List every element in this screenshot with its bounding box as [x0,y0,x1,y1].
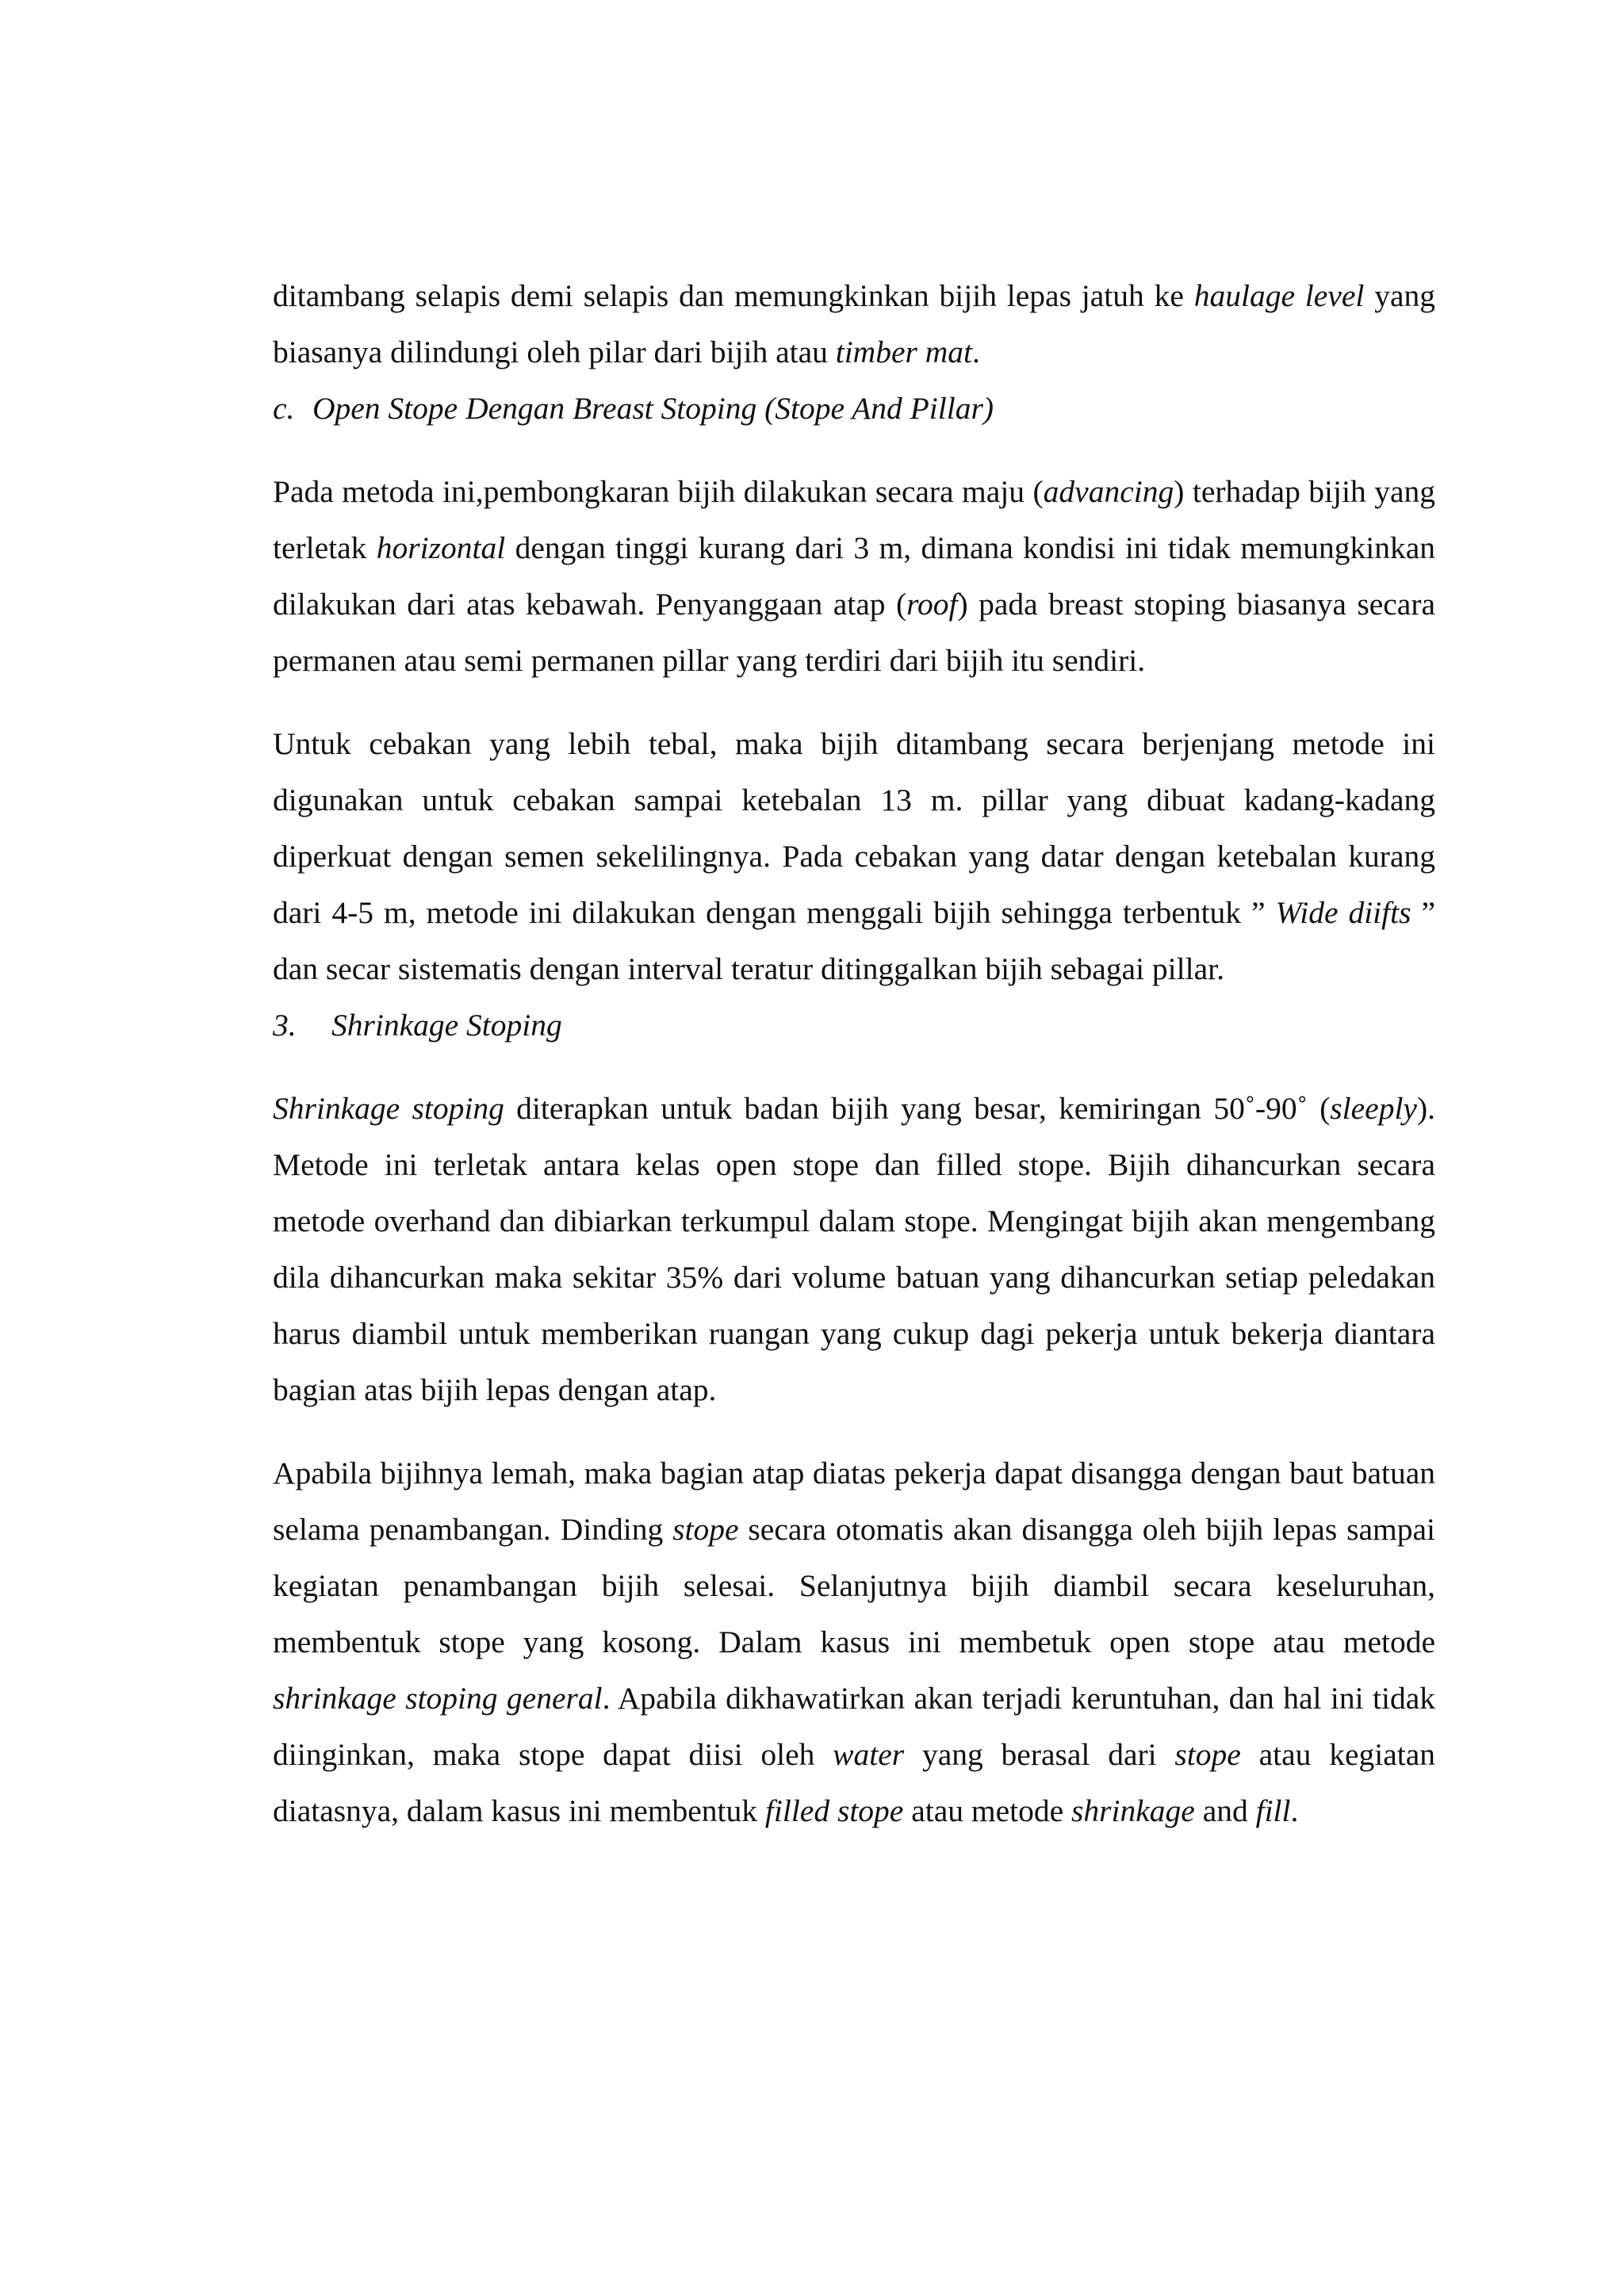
text: atau metode [903,1793,1072,1828]
italic-term: Wide diifts [1275,895,1411,930]
heading-number: 3. [273,1008,297,1043]
text: . Apabila dikhawatirkan akan terjadi keruntuhan, dan hal ini tidak diinginkan, maka stope dapat diisi oleh [273,1681,1435,1772]
paragraph-haulage [273,268,1435,381]
italic-term: roof [906,587,958,622]
text: atau kegiatan diatasnya, dalam kasus ini membentuk [273,1737,1436,1828]
text: . [1290,1793,1299,1828]
text: ) terhadap bijih yang terletak [273,474,1435,565]
text: dengan tinggi kurang dari 3 m, dimana kondisi ini tidak memungkinkan dilakukan dari atas kebawah. Penyanggaan atap ( [273,530,1435,622]
italic-term: Shrinkage stoping [273,1091,504,1126]
text: Untuk cebakan yang lebih tebal, maka bijih ditambang secara berjenjang metode ini digunakan untuk cebakan sampai ketebalan 13 m. pillar yang dibuat kadang-kadang diperkuat dengan semen sekelilingnya. Pada cebakan yang datar dengan ketebalan kurang dari 4-5 m, metode ini dilakukan dengan menggali bijih sehingga terbentuk ” [273,726,1435,930]
text: yang berasal dari [904,1737,1175,1772]
section-heading-c [273,381,1435,437]
text: and [1194,1793,1256,1828]
paragraph-bijih-lemah [273,1445,1435,1839]
text: Pada metoda ini,pembongkaran bijih dilakukan secara maju ( [273,474,1044,509]
text: secara otomatis akan disangga oleh bijih lepas sampai kegiatan penambangan bijih selesai. Selanjutnya bijih diambil secara keseluruhan, membentuk stope yang kosong. Dalam kasus ini membetuk open stope atau metode [273,1512,1435,1659]
text: ” dan secar sistematis dengan interval teratur ditinggalkan bijih sebagai pillar. [273,895,1435,986]
text: ditambang selapis demi selapis dan memungkinkan bijih lepas jatuh ke [273,278,1194,313]
heading-title: Open Stope Dengan Breast Stoping (Stope And Pillar) [312,391,994,426]
paragraph-cebakan [273,716,1435,997]
italic-term: shrinkage stoping general [273,1681,603,1716]
italic-term: horizontal [376,530,506,565]
paragraph-shrinkage [273,1081,1435,1418]
text: ). Metode ini terletak antara kelas open stope dan filled stope. Bijih dihancurkan secara metode overhand dan dibiarkan terkumpul dalam stope. Mengingat bijih akan mengembang dila dihancurkan maka sekitar 35% dari volume batuan yang dihancurkan setiap peledakan harus diambil untuk memberikan ruangan yang cukup dagi pekerja untuk bekerja diantara bagian atas bijih lepas dengan atap. [273,1091,1435,1407]
italic-term: haulage level [1193,278,1365,313]
text: Apabila bijihnya lemah, maka bagian atap diatas pekerja dapat disangga dengan baut batuan selama penambangan. Dinding [273,1456,1435,1547]
paragraph-breast-stoping [273,464,1435,689]
document-page [273,268,1435,1839]
italic-term: timber mat [835,335,972,369]
italic-term: filled stope [764,1793,904,1828]
italic-term: stope [1174,1737,1241,1772]
italic-term: water [833,1737,905,1772]
heading-number: c. [273,391,295,426]
italic-term: fill [1255,1793,1291,1828]
italic-term: sleeply [1330,1091,1417,1126]
italic-term: shrinkage [1071,1793,1195,1828]
text: diterapkan untuk badan bijih yang besar, kemiringan 50˚-90˚ ( [504,1091,1331,1126]
text: yang biasanya dilindungi oleh pilar dari bijih atau [273,278,1435,369]
heading-title: Shrinkage Stoping [331,1008,562,1043]
text: . [972,335,980,369]
italic-term: advancing [1043,474,1174,509]
section-heading-3 [273,997,1435,1054]
italic-term: stope [672,1512,739,1547]
text: ) pada breast stoping biasanya secara permanen atau semi permanen pillar yang terdiri dari bijih itu sendiri. [273,587,1436,678]
